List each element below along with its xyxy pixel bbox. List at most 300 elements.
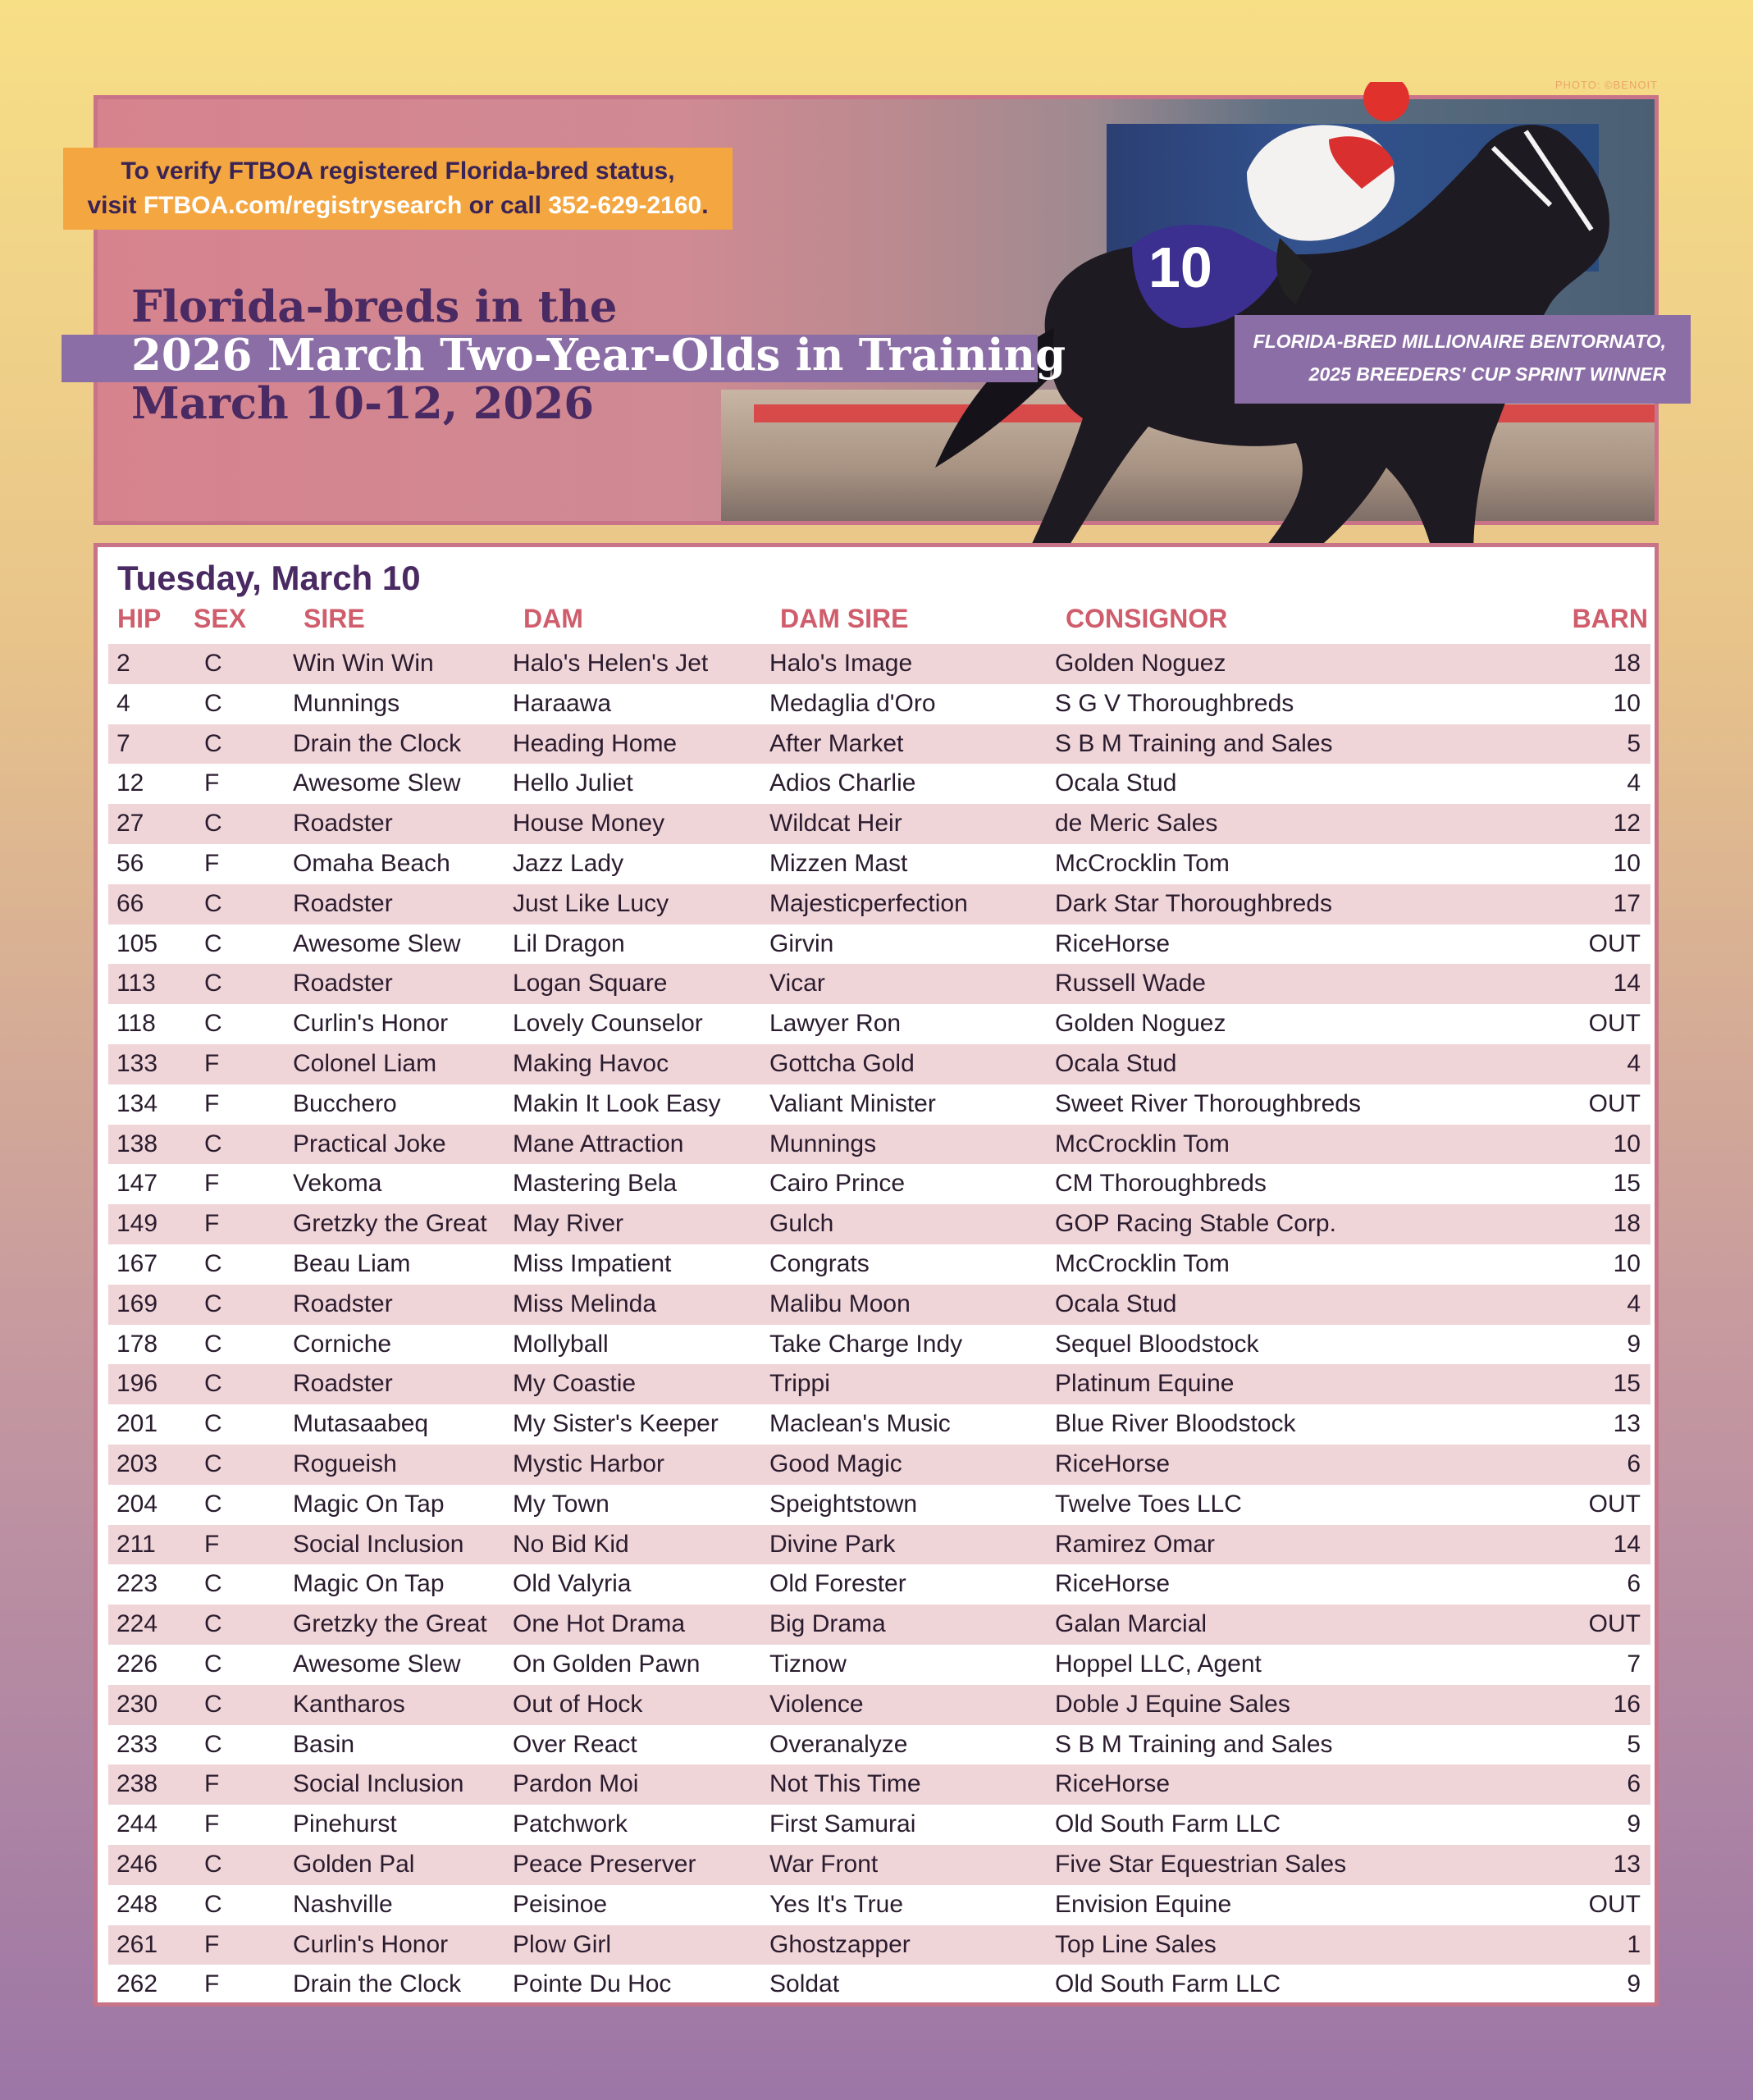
cell-dam-sire: Overanalyze xyxy=(769,1730,908,1758)
cell-dam-sire: Soldat xyxy=(769,1970,840,1998)
cell-sire: Roadster xyxy=(293,810,393,838)
table-row xyxy=(108,1244,1650,1285)
cell-consignor: Envision Equine xyxy=(1055,1890,1232,1918)
table-row xyxy=(108,1725,1650,1765)
table-row xyxy=(108,1325,1650,1365)
cell-sire: Win Win Win xyxy=(293,650,434,677)
cell-dam: Haraawa xyxy=(513,689,612,717)
cell-consignor: Russell Wade xyxy=(1055,970,1206,998)
cell-sex: C xyxy=(204,1570,222,1598)
cell-sire: Roadster xyxy=(293,889,393,917)
table-row xyxy=(108,1764,1650,1805)
cell-dam: Peace Preserver xyxy=(513,1850,696,1878)
cell-hip: 233 xyxy=(116,1730,158,1758)
cell-dam-sire: War Front xyxy=(769,1850,879,1878)
cell-sex: C xyxy=(204,929,222,957)
cell-consignor: Ocala Stud xyxy=(1055,769,1177,797)
cell-dam-sire: Tiznow xyxy=(769,1650,847,1678)
cell-dam: My Sister's Keeper xyxy=(513,1410,719,1438)
table-row xyxy=(108,1645,1650,1685)
cell-dam-sire: Lawyer Ron xyxy=(769,1010,902,1038)
cell-hip: 167 xyxy=(116,1249,158,1277)
cell-sire: Colonel Liam xyxy=(293,1049,437,1077)
cell-dam-sire: Medaglia d'Oro xyxy=(769,689,936,717)
cell-sire: Vekoma xyxy=(293,1170,382,1198)
verify-registry-notice xyxy=(63,148,733,230)
cell-sire: Awesome Slew xyxy=(293,929,461,957)
table-row xyxy=(108,1805,1650,1845)
cell-sire: Magic On Tap xyxy=(293,1570,445,1598)
cell-barn: 6 xyxy=(1627,1449,1641,1477)
cell-sex: C xyxy=(204,1290,222,1317)
cell-dam-sire: Cairo Prince xyxy=(769,1170,906,1198)
cell-barn: 17 xyxy=(1613,889,1641,917)
cell-barn: 18 xyxy=(1613,650,1641,677)
cell-dam: On Golden Pawn xyxy=(513,1650,701,1678)
cell-hip: 27 xyxy=(116,810,144,838)
cell-dam-sire: Ghostzapper xyxy=(769,1930,911,1958)
svg-text:10: 10 xyxy=(1148,235,1212,299)
cell-barn: 13 xyxy=(1613,1410,1641,1438)
cell-hip: 7 xyxy=(116,729,130,757)
cell-dam-sire: First Samurai xyxy=(769,1810,916,1838)
cell-hip: 211 xyxy=(116,1530,156,1558)
table-row xyxy=(108,1845,1650,1885)
cell-dam-sire: Take Charge Indy xyxy=(769,1330,963,1358)
cell-consignor: Dark Star Thoroughbreds xyxy=(1055,889,1332,917)
cell-sire: Gretzky the Great xyxy=(293,1210,487,1238)
cell-dam: Lovely Counselor xyxy=(513,1010,703,1038)
cell-sex: C xyxy=(204,1330,222,1358)
table-row xyxy=(108,1885,1650,1925)
cell-consignor: Sweet River Thoroughbreds xyxy=(1055,1089,1361,1117)
cell-dam: Halo's Helen's Jet xyxy=(513,650,709,677)
table-row xyxy=(108,1605,1650,1645)
cell-sire: Curlin's Honor xyxy=(293,1010,449,1038)
cell-sex: C xyxy=(204,1850,222,1878)
verify-suffix: . xyxy=(701,192,709,219)
cell-dam: My Town xyxy=(513,1490,609,1518)
caption-line-1: FLORIDA-BRED MILLIONAIRE BENTORNATO, xyxy=(1253,331,1666,352)
cell-barn: 14 xyxy=(1613,1530,1641,1558)
cell-sire: Roadster xyxy=(293,1370,393,1398)
cell-dam: Just Like Lucy xyxy=(513,889,669,917)
cell-dam: May River xyxy=(513,1210,624,1238)
cell-hip: 230 xyxy=(116,1690,158,1718)
cell-dam-sire: Violence xyxy=(769,1690,864,1718)
table-body xyxy=(108,644,1650,2005)
cell-hip: 149 xyxy=(116,1210,158,1238)
cell-sex: C xyxy=(204,689,222,717)
cell-consignor: Top Line Sales xyxy=(1055,1930,1217,1958)
page-title xyxy=(131,283,1066,428)
cell-barn: 9 xyxy=(1627,1970,1641,1998)
cell-sex: C xyxy=(204,1410,222,1438)
cell-barn: 7 xyxy=(1627,1650,1641,1678)
cell-dam: My Coastie xyxy=(513,1370,637,1398)
header-sex: SEX xyxy=(194,604,247,633)
cell-barn: 6 xyxy=(1627,1570,1641,1598)
cell-sex: F xyxy=(204,1930,220,1958)
cell-sire: Corniche xyxy=(293,1330,392,1358)
cell-hip: 203 xyxy=(116,1449,158,1477)
cell-dam-sire: Trippi xyxy=(769,1370,830,1398)
cell-dam: Peisinoe xyxy=(513,1890,608,1918)
cell-sire: Rogueish xyxy=(293,1449,397,1477)
title-line-2: 2026 March Two-Year-Olds in Training xyxy=(131,330,1066,381)
table-row xyxy=(108,964,1650,1004)
cell-consignor: de Meric Sales xyxy=(1055,810,1218,838)
cell-consignor: McCrocklin Tom xyxy=(1055,849,1230,877)
cell-dam: Heading Home xyxy=(513,729,678,757)
cell-barn: 10 xyxy=(1613,1130,1641,1157)
cell-sex: F xyxy=(204,1530,220,1558)
header-consignor: CONSIGNOR xyxy=(1066,604,1228,633)
cell-sire: Awesome Slew xyxy=(293,1650,461,1678)
cell-dam: No Bid Kid xyxy=(513,1530,629,1558)
cell-sire: Social Inclusion xyxy=(293,1770,464,1798)
cell-dam-sire: Big Drama xyxy=(769,1610,886,1638)
table-row xyxy=(108,1525,1650,1565)
cell-sire: Pinehurst xyxy=(293,1810,397,1838)
cell-sire: Awesome Slew xyxy=(293,769,461,797)
cell-barn: OUT xyxy=(1588,1490,1641,1518)
cell-hip: 246 xyxy=(116,1850,158,1878)
cell-consignor: S B M Training and Sales xyxy=(1055,1730,1333,1758)
cell-barn: 12 xyxy=(1613,810,1641,838)
cell-dam-sire: After Market xyxy=(769,729,904,757)
cell-hip: 224 xyxy=(116,1610,158,1638)
cell-sex: F xyxy=(204,1210,220,1238)
cell-sire: Magic On Tap xyxy=(293,1490,445,1518)
table-row xyxy=(108,1965,1650,2005)
cell-dam: Mastering Bela xyxy=(513,1170,678,1198)
cell-sex: C xyxy=(204,810,222,838)
cell-hip: 169 xyxy=(116,1290,158,1317)
cell-dam-sire: Valiant Minister xyxy=(769,1089,936,1117)
cell-sire: Roadster xyxy=(293,1290,393,1317)
cell-barn: OUT xyxy=(1588,1890,1641,1918)
cell-dam: Plow Girl xyxy=(513,1930,612,1958)
cell-sex: F xyxy=(204,1049,220,1077)
cell-dam-sire: Yes It's True xyxy=(769,1890,904,1918)
cell-sex: C xyxy=(204,1370,222,1398)
header-hip: HIP xyxy=(117,604,162,633)
cell-hip: 105 xyxy=(116,929,158,957)
cell-consignor: Galan Marcial xyxy=(1055,1610,1207,1638)
table-row xyxy=(108,924,1650,965)
header-dam-sire: DAM SIRE xyxy=(780,604,909,633)
cell-consignor: RiceHorse xyxy=(1055,1449,1171,1477)
cell-barn: 6 xyxy=(1627,1770,1641,1798)
cell-barn: 18 xyxy=(1613,1210,1641,1238)
cell-consignor: RiceHorse xyxy=(1055,1570,1171,1598)
caption-line-2: 2025 BREEDERS' CUP SPRINT WINNER xyxy=(1308,363,1666,385)
cell-barn: 9 xyxy=(1627,1810,1641,1838)
cell-sire: Golden Pal xyxy=(293,1850,415,1878)
cell-dam: One Hot Drama xyxy=(513,1610,686,1638)
cell-consignor: Old South Farm LLC xyxy=(1055,1970,1281,1998)
table-row xyxy=(108,1285,1650,1325)
table-row xyxy=(108,844,1650,884)
cell-sire: Munnings xyxy=(293,689,400,717)
registry-link[interactable]: FTBOA.com/registrysearch xyxy=(143,192,463,219)
table-row xyxy=(108,1485,1650,1525)
cell-sex: F xyxy=(204,1810,220,1838)
cell-dam: Mane Attraction xyxy=(513,1130,684,1157)
cell-dam: Patchwork xyxy=(513,1810,628,1838)
verify-line-1: To verify FTBOA registered Florida-bred status, xyxy=(121,158,675,185)
table-row xyxy=(108,1364,1650,1404)
cell-consignor: Five Star Equestrian Sales xyxy=(1055,1850,1347,1878)
cell-barn: 10 xyxy=(1613,689,1641,717)
cell-consignor: McCrocklin Tom xyxy=(1055,1130,1230,1157)
cell-consignor: McCrocklin Tom xyxy=(1055,1249,1230,1277)
cell-sire: Beau Liam xyxy=(293,1249,411,1277)
cell-barn: 4 xyxy=(1627,1049,1641,1077)
cell-barn: 5 xyxy=(1627,1730,1641,1758)
table-row xyxy=(108,884,1650,924)
cell-hip: 133 xyxy=(116,1049,158,1077)
cell-dam-sire: Mizzen Mast xyxy=(769,849,908,877)
verify-line-2 xyxy=(87,189,708,223)
cell-hip: 147 xyxy=(116,1170,158,1198)
table-row xyxy=(108,1204,1650,1244)
table-row xyxy=(108,724,1650,765)
cell-dam: Miss Melinda xyxy=(513,1290,657,1317)
cell-sex: C xyxy=(204,1490,222,1518)
cell-sex: C xyxy=(204,1730,222,1758)
cell-consignor: Platinum Equine xyxy=(1055,1370,1235,1398)
cell-consignor: S G V Thoroughbreds xyxy=(1055,689,1294,717)
cell-sire: Drain the Clock xyxy=(293,1970,462,1998)
cell-hip: 226 xyxy=(116,1650,158,1678)
cell-dam: Logan Square xyxy=(513,970,668,998)
cell-consignor: RiceHorse xyxy=(1055,929,1171,957)
cell-dam-sire: Old Forester xyxy=(769,1570,906,1598)
cell-sire: Basin xyxy=(293,1730,355,1758)
cell-hip: 134 xyxy=(116,1089,158,1117)
photo-caption xyxy=(1235,315,1691,404)
cell-sire: Omaha Beach xyxy=(293,849,450,877)
cell-dam-sire: Halo's Image xyxy=(769,650,913,677)
cell-dam-sire: Majesticperfection xyxy=(769,889,968,917)
title-line-3: March 10-12, 2026 xyxy=(131,378,595,429)
cell-sex: C xyxy=(204,1610,222,1638)
cell-barn: 16 xyxy=(1613,1690,1641,1718)
cell-sex: C xyxy=(204,1130,222,1157)
cell-sex: C xyxy=(204,1010,222,1038)
cell-sire: Nashville xyxy=(293,1890,393,1918)
cell-dam: Makin It Look Easy xyxy=(513,1089,721,1117)
cell-consignor: Ocala Stud xyxy=(1055,1290,1177,1317)
cell-sire: Kantharos xyxy=(293,1690,405,1718)
cell-hip: 248 xyxy=(116,1890,158,1918)
cell-hip: 66 xyxy=(116,889,144,917)
cell-barn: 10 xyxy=(1613,1249,1641,1277)
cell-dam: Pardon Moi xyxy=(513,1770,639,1798)
cell-sex: F xyxy=(204,849,220,877)
cell-hip: 4 xyxy=(116,689,130,717)
sale-table xyxy=(94,543,1659,2006)
cell-dam: Old Valyria xyxy=(513,1570,632,1598)
cell-consignor: Ocala Stud xyxy=(1055,1049,1177,1077)
cell-sex: F xyxy=(204,769,220,797)
cell-dam: Jazz Lady xyxy=(513,849,624,877)
cell-sex: F xyxy=(204,1170,220,1198)
cell-barn: 4 xyxy=(1627,769,1641,797)
table-row xyxy=(108,1164,1650,1204)
cell-dam-sire: Divine Park xyxy=(769,1530,896,1558)
table-row xyxy=(108,804,1650,844)
cell-sex: C xyxy=(204,1650,222,1678)
table-row xyxy=(108,1564,1650,1605)
cell-barn: 1 xyxy=(1627,1930,1641,1958)
cell-hip: 118 xyxy=(116,1010,156,1038)
cell-sire: Roadster xyxy=(293,970,393,998)
cell-dam: Over React xyxy=(513,1730,637,1758)
cell-consignor: GOP Racing Stable Corp. xyxy=(1055,1210,1336,1238)
cell-consignor: Golden Noguez xyxy=(1055,650,1226,677)
cell-sex: C xyxy=(204,650,222,677)
cell-sex: F xyxy=(204,1770,220,1798)
cell-barn: 10 xyxy=(1613,849,1641,877)
cell-sex: C xyxy=(204,1890,222,1918)
cell-dam: Hello Juliet xyxy=(513,769,633,797)
cell-barn: 5 xyxy=(1627,729,1641,757)
cell-consignor: CM Thoroughbreds xyxy=(1055,1170,1267,1198)
cell-dam-sire: Not This Time xyxy=(769,1770,921,1798)
verify-mid: or call xyxy=(462,192,549,219)
cell-consignor: Hoppel LLC, Agent xyxy=(1055,1650,1262,1678)
cell-hip: 262 xyxy=(116,1970,158,1998)
cell-sex: C xyxy=(204,1249,222,1277)
verify-prefix: visit xyxy=(87,192,144,219)
cell-barn: 15 xyxy=(1613,1370,1641,1398)
cell-hip: 204 xyxy=(116,1490,158,1518)
cell-consignor: Golden Noguez xyxy=(1055,1010,1226,1038)
cell-dam-sire: Girvin xyxy=(769,929,834,957)
cell-sire: Drain the Clock xyxy=(293,729,462,757)
cell-dam-sire: Congrats xyxy=(769,1249,870,1277)
photo-credit: PHOTO: ©BENOIT xyxy=(1554,79,1658,91)
cell-consignor: S B M Training and Sales xyxy=(1055,729,1333,757)
header-dam: DAM xyxy=(523,604,583,633)
cell-dam: Miss Impatient xyxy=(513,1249,672,1277)
cell-hip: 201 xyxy=(116,1410,158,1438)
cell-hip: 223 xyxy=(116,1570,158,1598)
table-row xyxy=(108,764,1650,804)
table-row xyxy=(108,1404,1650,1445)
cell-dam: Lil Dragon xyxy=(513,929,625,957)
cell-sire: Bucchero xyxy=(293,1089,397,1117)
cell-barn: OUT xyxy=(1588,1610,1641,1638)
cell-sex: C xyxy=(204,970,222,998)
cell-dam: Pointe Du Hoc xyxy=(513,1970,672,1998)
cell-hip: 56 xyxy=(116,849,144,877)
cell-consignor: Sequel Bloodstock xyxy=(1055,1330,1259,1358)
cell-hip: 244 xyxy=(116,1810,158,1838)
header-sire: SIRE xyxy=(304,604,365,633)
cell-barn: OUT xyxy=(1588,1089,1641,1117)
cell-dam: House Money xyxy=(513,810,665,838)
table-row xyxy=(108,1445,1650,1485)
cell-sex: F xyxy=(204,1970,220,1998)
cell-dam-sire: Malibu Moon xyxy=(769,1290,911,1317)
cell-consignor: RiceHorse xyxy=(1055,1770,1171,1798)
cell-hip: 238 xyxy=(116,1770,158,1798)
cell-sex: C xyxy=(204,889,222,917)
table-row xyxy=(108,644,1650,684)
title-line-1: Florida-breds in the xyxy=(131,281,618,332)
cell-consignor: Doble J Equine Sales xyxy=(1055,1690,1290,1718)
cell-consignor: Blue River Bloodstock xyxy=(1055,1410,1296,1438)
cell-consignor: Old South Farm LLC xyxy=(1055,1810,1281,1838)
cell-hip: 138 xyxy=(116,1130,158,1157)
cell-hip: 178 xyxy=(116,1330,158,1358)
cell-sire: Gretzky the Great xyxy=(293,1610,487,1638)
table-row xyxy=(108,1084,1650,1125)
cell-sex: C xyxy=(204,1690,222,1718)
cell-hip: 261 xyxy=(116,1930,158,1958)
cell-dam-sire: Good Magic xyxy=(769,1449,902,1477)
cell-dam-sire: Wildcat Heir xyxy=(769,810,902,838)
phone-number[interactable]: 352-629-2160 xyxy=(548,192,702,219)
cell-hip: 196 xyxy=(116,1370,158,1398)
cell-barn: OUT xyxy=(1588,1010,1641,1038)
cell-sire: Practical Joke xyxy=(293,1130,446,1157)
cell-hip: 2 xyxy=(116,650,130,677)
table-row xyxy=(108,1925,1650,1965)
cell-barn: OUT xyxy=(1588,929,1641,957)
cell-dam: Mystic Harbor xyxy=(513,1449,665,1477)
cell-dam-sire: Vicar xyxy=(769,970,825,998)
cell-sire: Curlin's Honor xyxy=(293,1930,449,1958)
day-heading: Tuesday, March 10 xyxy=(117,559,421,597)
cell-barn: 4 xyxy=(1627,1290,1641,1317)
table-row xyxy=(108,1044,1650,1084)
table-row xyxy=(108,1004,1650,1044)
table-row xyxy=(108,1125,1650,1165)
cell-dam-sire: Gulch xyxy=(769,1210,834,1238)
cell-barn: 15 xyxy=(1613,1170,1641,1198)
cell-dam-sire: Speightstown xyxy=(769,1490,918,1518)
table-header xyxy=(98,604,1655,637)
cell-consignor: Ramirez Omar xyxy=(1055,1530,1216,1558)
cell-hip: 113 xyxy=(116,970,156,998)
cell-dam-sire: Adios Charlie xyxy=(769,769,916,797)
cell-dam: Out of Hock xyxy=(513,1690,643,1718)
cell-sex: C xyxy=(204,1449,222,1477)
cell-dam-sire: Maclean's Music xyxy=(769,1410,951,1438)
cell-sex: F xyxy=(204,1089,220,1117)
cell-dam-sire: Gottcha Gold xyxy=(769,1049,915,1077)
cell-sire: Mutasaabeq xyxy=(293,1410,429,1438)
cell-barn: 13 xyxy=(1613,1850,1641,1878)
cell-barn: 9 xyxy=(1627,1330,1641,1358)
cell-consignor: Twelve Toes LLC xyxy=(1055,1490,1242,1518)
table-row xyxy=(108,684,1650,724)
cell-dam-sire: Munnings xyxy=(769,1130,877,1157)
cell-barn: 14 xyxy=(1613,970,1641,998)
cell-hip: 12 xyxy=(116,769,144,797)
table-row xyxy=(108,1685,1650,1725)
cell-sire: Social Inclusion xyxy=(293,1530,464,1558)
cell-sex: C xyxy=(204,729,222,757)
cell-dam: Making Havoc xyxy=(513,1049,669,1077)
header-barn: BARN xyxy=(1572,604,1648,633)
cell-dam: Mollyball xyxy=(513,1330,609,1358)
